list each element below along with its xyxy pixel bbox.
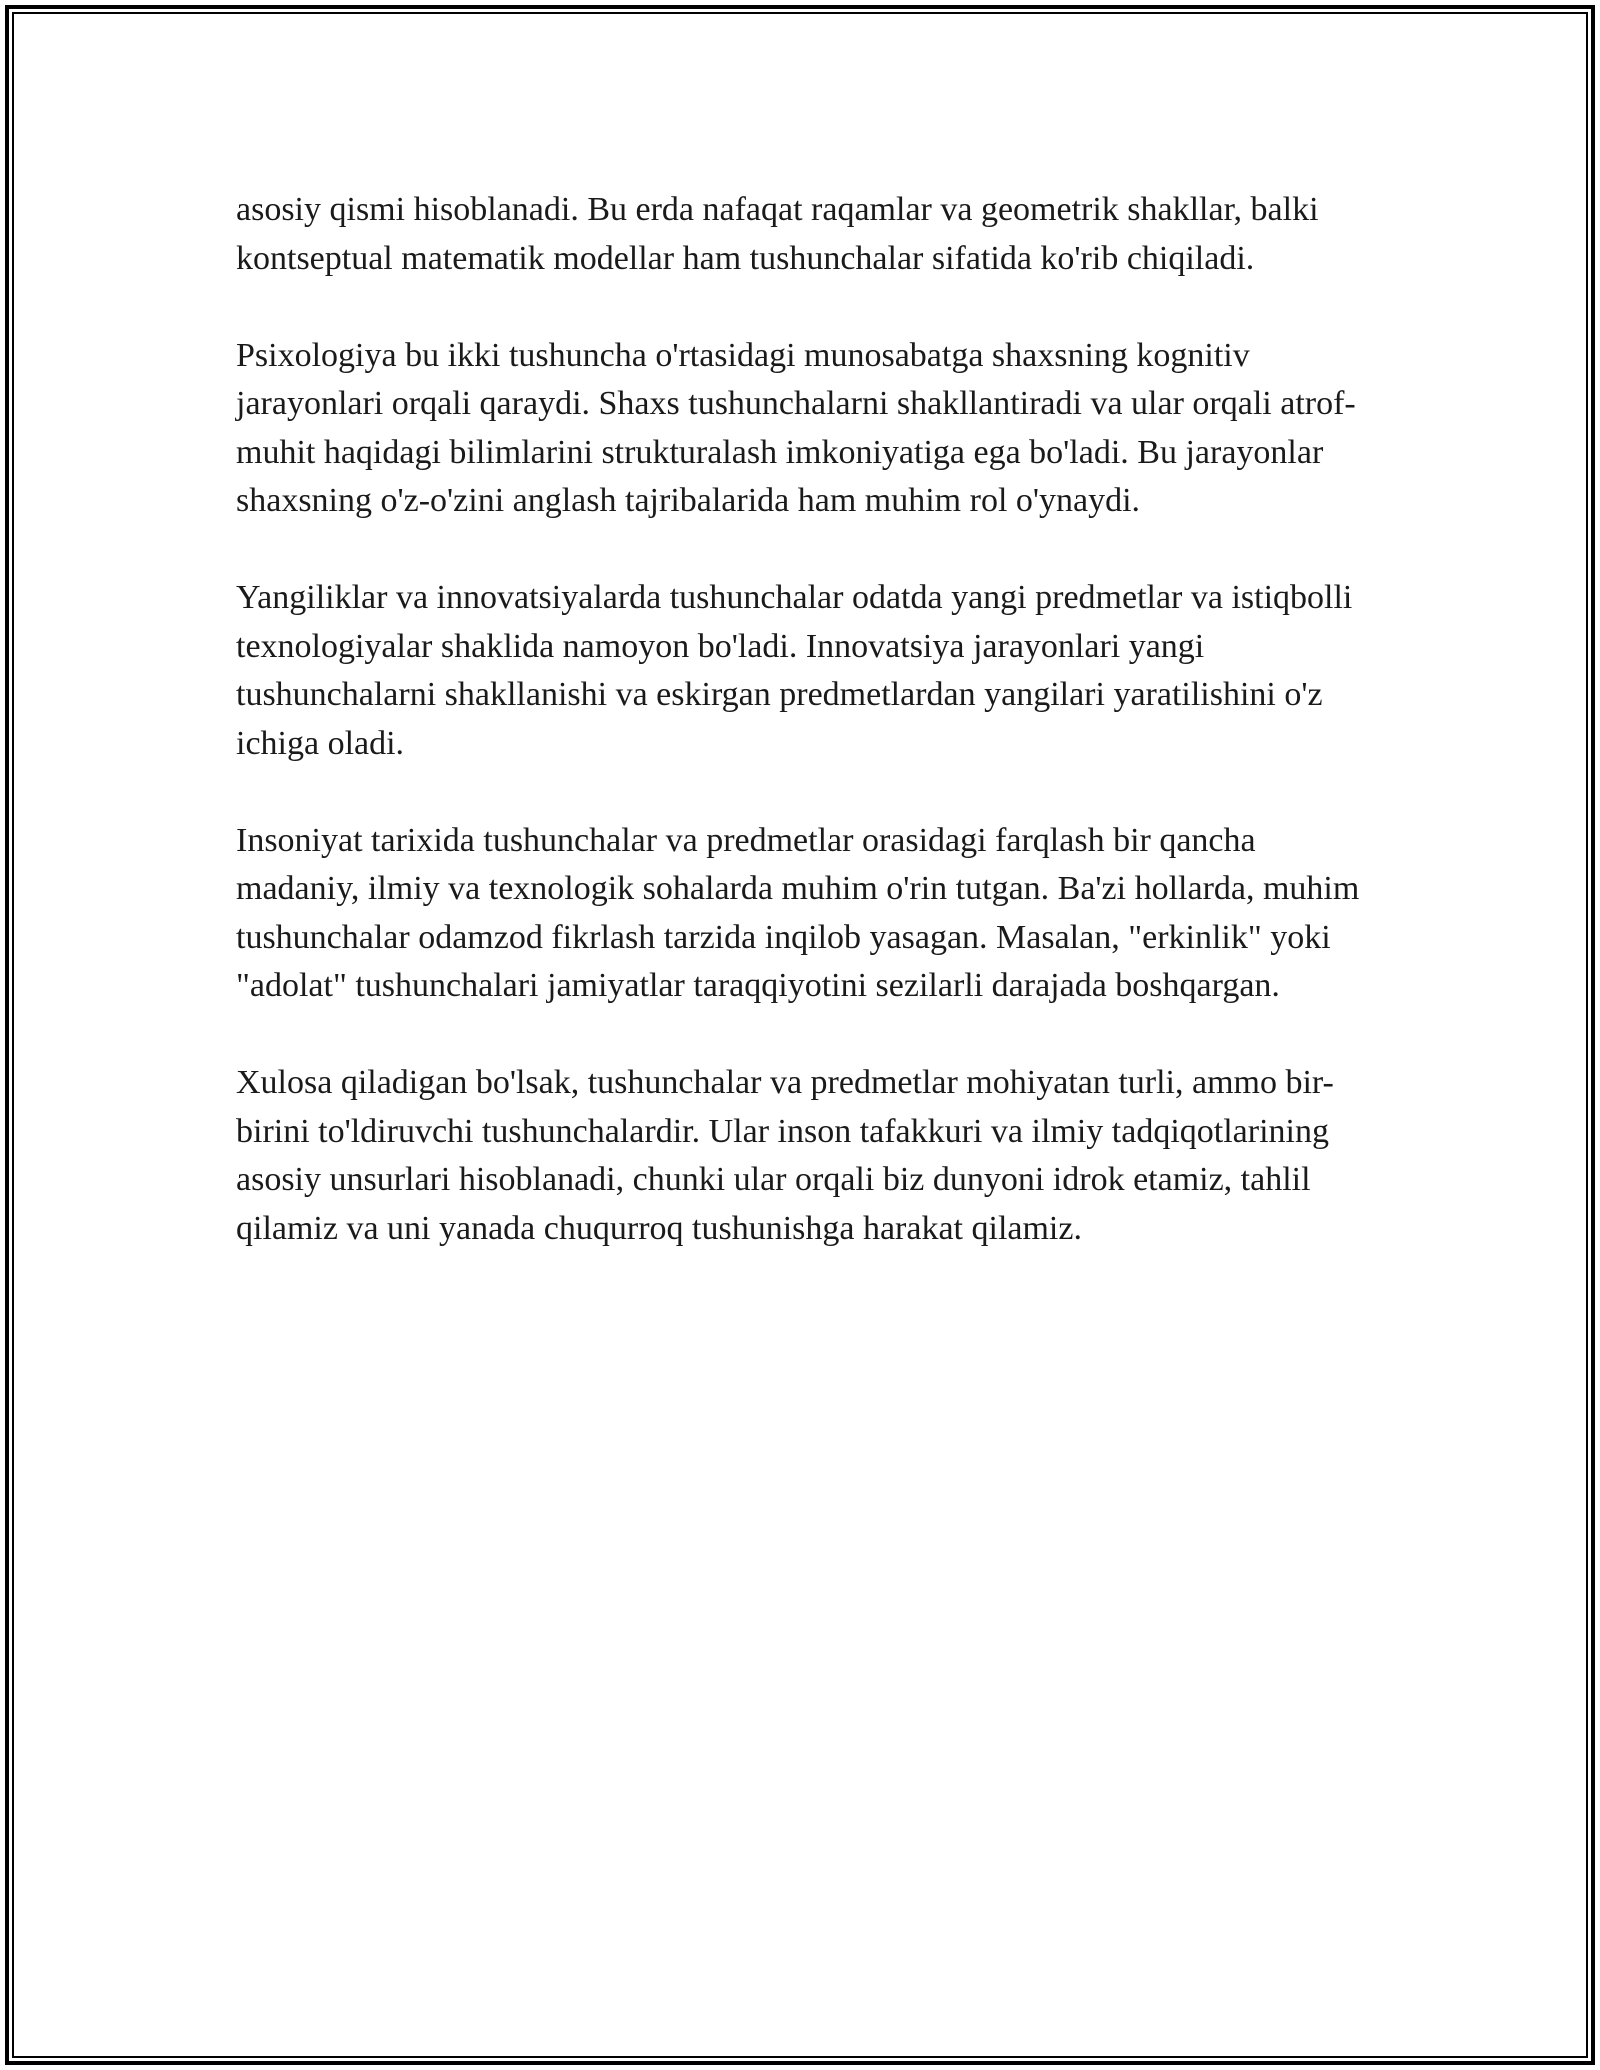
paragraph-2: Psixologiya bu ikki tushuncha o'rtasidagi munosabatga shaxsning kognitiv jarayonlari orqali qaraydi. Shaxs tushunchalarni shakllantiradi va ular orqali atrof-muhit haqidagi bilimlarini strukturalash imkoniyatiga ega bo'ladi. Bu jarayonlar shaxsning o'z-o'zini anglash tajribalarida ham muhim rol o'ynaydi.	[236, 336, 1356, 519]
paragraph-4: Insoniyat tarixida tushunchalar va predmetlar orasidagi farqlash bir qancha madaniy, ilmiy va texnologik sohalarda muhim o'rin tutgan. Ba'zi hollarda, muhim tushunchalar odamzod fikrlash tarzida inqilob yasagan. Masalan, "erkinlik" yoki "adolat" tushunchalari jamiyatlar taraqqiyotini sezilarli darajada boshqargan.	[236, 821, 1360, 1004]
document-body	[236, 186, 1376, 1302]
paragraph-3: Yangiliklar va innovatsiyalarda tushunchalar odatda yangi predmetlar va istiqbolli texnologiyalar shaklida namoyon bo'ladi. Innovatsiya jarayonlari yangi tushunchalarni shakllanishi va eskirgan predmetlardan yangilari yaratilishini o'z ichiga oladi.	[236, 579, 1353, 762]
paragraph-5: Xulosa qiladigan bo'lsak, tushunchalar va predmetlar mohiyatan turli, ammo bir-birini to'ldiruvchi tushunchalardir. Ular inson tafakkuri va ilmiy tadqiqotlarining asosiy unsurlari hisoblanadi, chunki ular orqali biz dunyoni idrok etamiz, tahlil qilamiz va uni yanada chuqurroq tushunishga harakat qilamiz.	[236, 1064, 1334, 1247]
paragraph-1: asosiy qismi hisoblanadi. Bu erda nafaqat raqamlar va geometrik shakllar, balki kontseptual matematik modellar ham tushunchalar sifatida ko'rib chiqiladi.	[236, 191, 1319, 277]
